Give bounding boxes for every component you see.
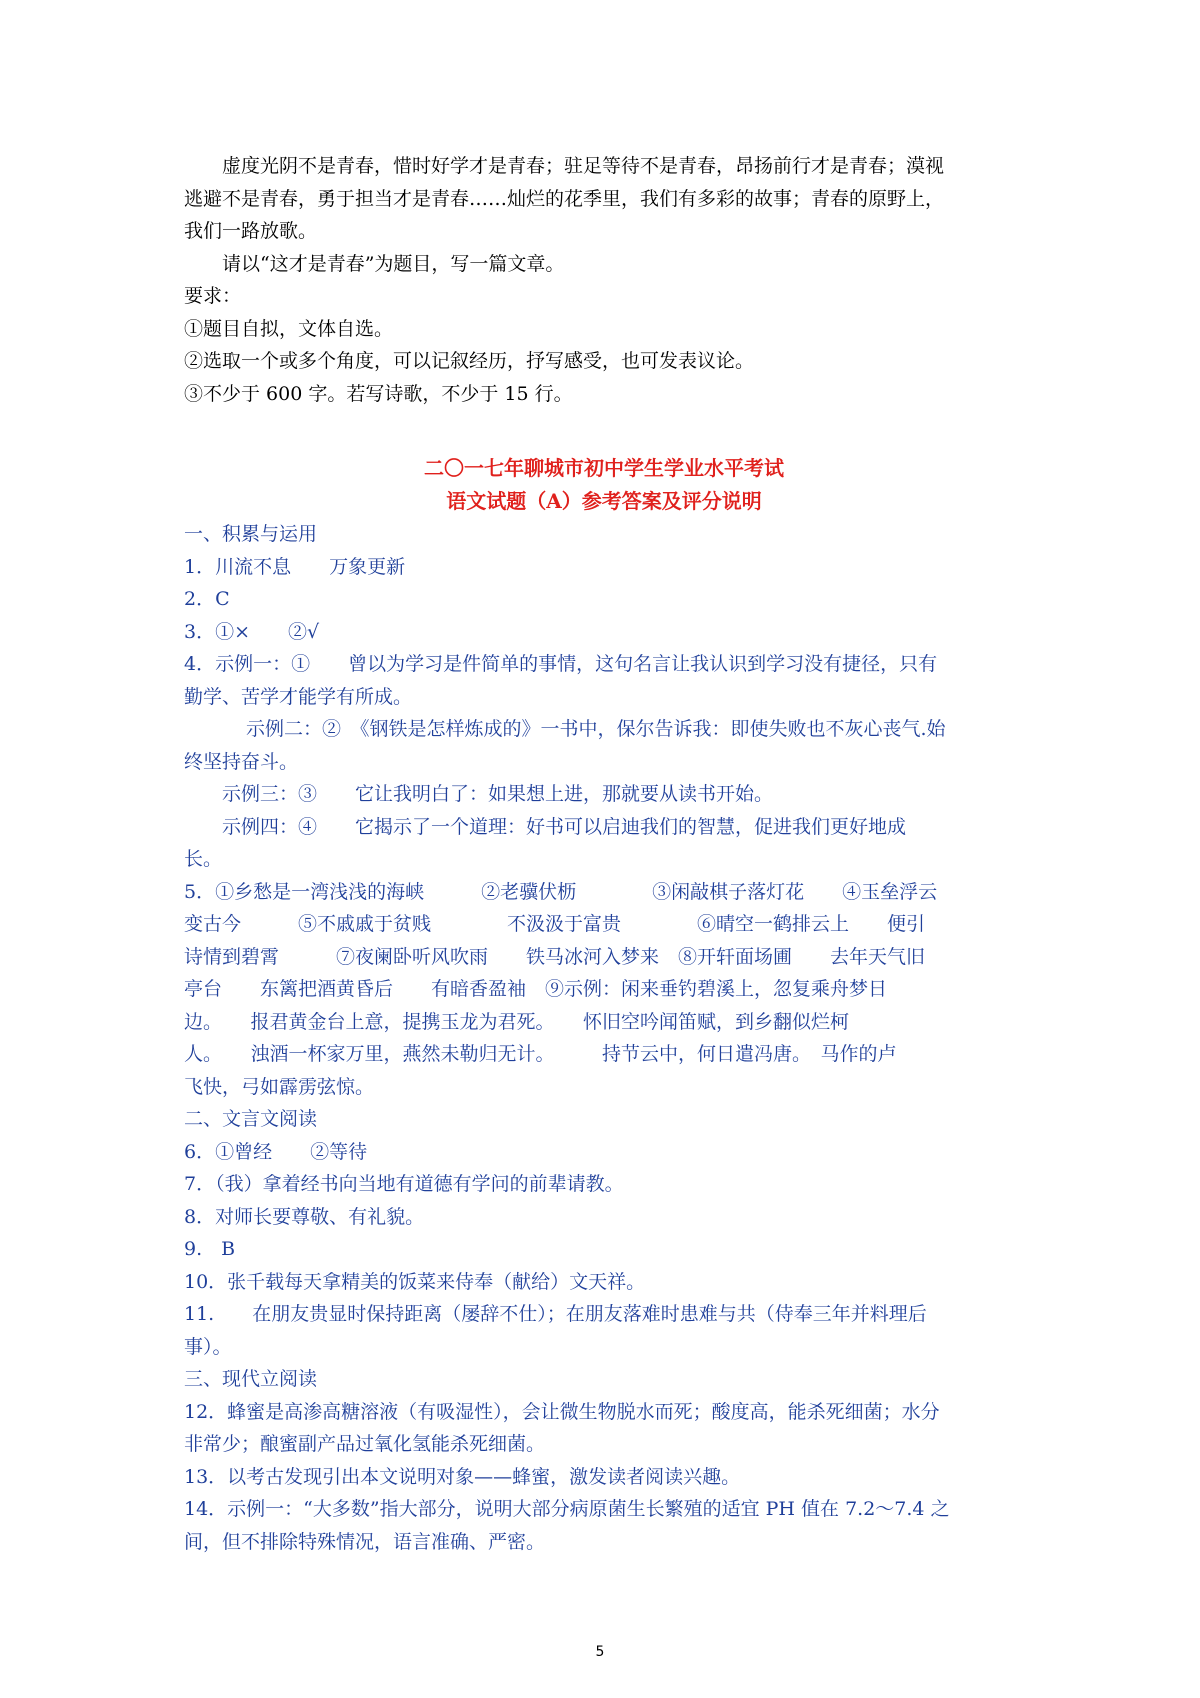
answer-11-line: 事）。 bbox=[184, 1335, 232, 1358]
requirement-item: ②选取一个或多个角度，可以记叙经历，抒写感受，也可发表议论。 bbox=[184, 350, 755, 372]
section-heading: 一、积累与运用 bbox=[184, 523, 318, 545]
answer-5-line: 变古今 ⑤不戚戚于贫贱 不汲汲于富贵 ⑥晴空一鹤排云上 便引 bbox=[184, 913, 926, 935]
requirements-label: 要求： bbox=[184, 285, 242, 307]
answer-14-line: 间，但不排除特殊情况，语言准确、严密。 bbox=[184, 1530, 546, 1553]
answer-13: 13．以考古发现引出本文说明对象——蜂蜜，激发读者阅读兴趣。 bbox=[184, 1465, 741, 1488]
answer-5-line: 5．①乡愁是一湾浅浅的海峡 ②老骥伏枥 ③闲敲棋子落灯花 ④玉垒浮云 bbox=[184, 880, 938, 903]
section-heading: 三、现代立阅读 bbox=[184, 1368, 318, 1390]
answer-3: 3．①× ②√ bbox=[184, 620, 320, 643]
answer-9: 9. B bbox=[184, 1238, 236, 1260]
answer-5-line: 飞快，弓如霹雳弦惊。 bbox=[184, 1075, 375, 1098]
answer-14-line: 14．示例一：“大多数”指大部分，说明大部分病原菌生长繁殖的适宜 PH 值在 7.2～7.4 之 bbox=[184, 1498, 950, 1520]
answer-4-line: 示例三：③ 它让我明白了：如果想上进，那就要从读书开始。 bbox=[222, 783, 774, 805]
answer-4-line: 4．示例一：① 曾以为学习是件简单的事情，这句名言让我认识到学习没有捷径，只有 bbox=[184, 653, 938, 675]
answer-2: 2．C bbox=[184, 588, 230, 610]
answer-title-line2: 语文试题（A）参考答案及评分说明 bbox=[446, 489, 762, 513]
answer-11-line: 11. 在朋友贵显时保持距离（屡辞不仕）；在朋友落难时患难与共（侍奉三年并料理后 bbox=[184, 1303, 927, 1325]
answer-4-line: 长。 bbox=[184, 848, 223, 870]
page-number: 5 bbox=[595, 1644, 605, 1660]
answer-4-line: 终坚持奋斗。 bbox=[184, 750, 299, 773]
answer-7: 7．（我）拿着经书向当地有道德有学问的前辈请教。 bbox=[184, 1173, 624, 1195]
answer-12-line: 12．蜂蜜是高渗高糖溶液（有吸湿性），会让微生物脱水而死；酸度高，能杀死细菌；水分 bbox=[184, 1400, 940, 1423]
answer-12-line: 非常少；酿蜜副产品过氧化氢能杀死细菌。 bbox=[184, 1433, 546, 1455]
section-heading: 二、文言文阅读 bbox=[184, 1108, 318, 1130]
prompt-paragraph-line: 我们一路放歌。 bbox=[184, 220, 318, 242]
page-content bbox=[184, 150, 1024, 1558]
answer-6: 6．①曾经 ②等待 bbox=[184, 1140, 368, 1163]
requirement-item: ③不少于 600 字。若写诗歌，不少于 15 行。 bbox=[184, 382, 573, 405]
answer-1: 1．川流不息 万象更新 bbox=[184, 555, 406, 578]
answer-4-line: 示例二：② 《钢铁是怎样炼成的》一书中，保尔告诉我：即使失败也不灰心丧气.始 bbox=[246, 718, 946, 740]
prompt-paragraph-line: 虚度光阴不是青春，惜时好学才是青春；驻足等待不是青春，昂扬前行才是青春；漠视 bbox=[222, 155, 945, 177]
answer-8: 8．对师长要尊敬、有礼貌。 bbox=[184, 1205, 425, 1228]
answer-5-line: 亭台 东篱把酒黄昏后 有暗香盈袖 ⑨示例：闲来垂钓碧溪上，忽复乘舟梦日 bbox=[184, 978, 888, 1000]
answer-5-line: 人。 浊酒一杯家万里，燕然未勒归无计。 持节云中，何日遣冯唐。 马作的卢 bbox=[184, 1043, 897, 1065]
requirement-item: ①题目自拟，文体自选。 bbox=[184, 317, 394, 340]
answer-4-line: 勤学、苦学才能学有所成。 bbox=[184, 685, 413, 708]
prompt-instruction: 请以“这才是青春”为题目，写一篇文章。 bbox=[222, 252, 565, 275]
answer-title-line1: 二〇一七年聊城市初中学生学业水平考试 bbox=[424, 456, 784, 480]
answer-5-line: 边。 报君黄金台上意，提携玉龙为君死。 怀旧空吟闻笛赋，到乡翻似烂柯 bbox=[184, 1010, 850, 1033]
spacer bbox=[184, 410, 1024, 452]
answer-4-line: 示例四：④ 它揭示了一个道理：好书可以启迪我们的智慧，促进我们更好地成 bbox=[222, 815, 907, 838]
answer-5-line: 诗情到碧霄 ⑦夜阑卧听风吹雨 铁马冰河入梦来 ⑧开轩面场圃 去年天气旧 bbox=[184, 945, 926, 968]
prompt-paragraph-line: 逃避不是青春，勇于担当才是青春……灿烂的花季里，我们有多彩的故事；青春的原野上， bbox=[184, 187, 945, 210]
answer-10: 10．张千载每天拿精美的饭菜来侍奉（献给）文天祥。 bbox=[184, 1270, 646, 1293]
